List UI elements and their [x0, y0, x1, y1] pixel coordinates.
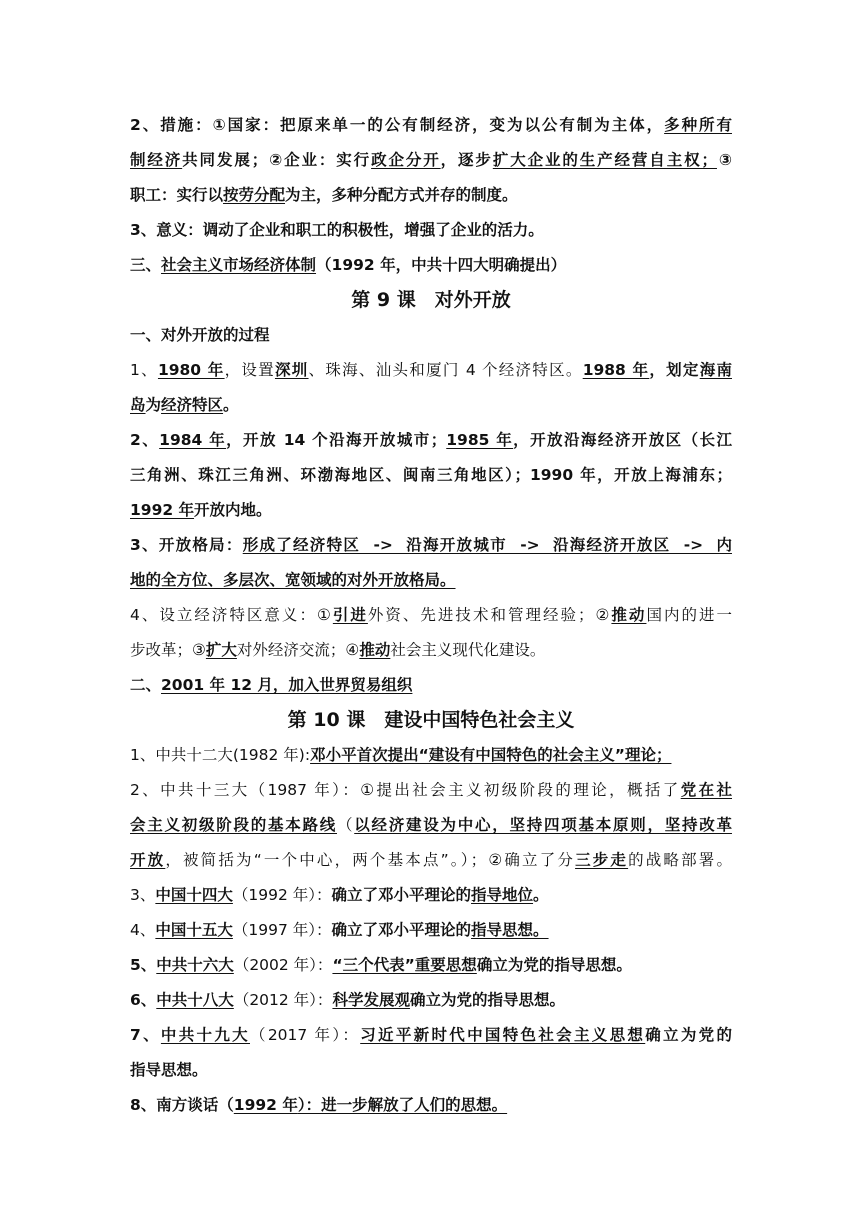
text-run-underlined: 政企分开	[371, 151, 441, 169]
text-run: 7、	[130, 1026, 161, 1044]
measures-line-1	[130, 108, 732, 143]
opening-line-2	[130, 388, 732, 423]
text-run-underlined: 地的全方位、多层次、宽领域的对外开放格局。	[130, 571, 456, 589]
text-run: 为主，多种分配方式并存的制度。	[285, 186, 518, 204]
text-run-underlined: 经济特区	[161, 396, 224, 414]
text-run: ，被简括为“一个中心，两个基本点”。）；②确立了分	[165, 851, 576, 869]
wto-heading	[130, 668, 732, 703]
text-run-underlined: 1988 年	[582, 361, 650, 379]
text-run-underlined: 中共十八大	[156, 991, 234, 1009]
text-run: 社会主义现代化建设。	[390, 641, 546, 659]
opening-line-4	[130, 458, 732, 493]
text-run: 3、	[130, 886, 156, 904]
text-run-underlined: 扩大	[205, 641, 237, 659]
text-run: 三、	[130, 256, 162, 274]
opening-line-1	[130, 353, 732, 388]
congress-13-line-2	[130, 808, 732, 843]
text-run: 2、措施：①国家：把原来单一的公有制经济，变为以公有制为主体，	[130, 116, 665, 134]
text-run: 1、	[130, 361, 158, 379]
text-run-underlined: 引进	[332, 606, 368, 624]
congress-15-line	[130, 913, 732, 948]
text-run: 指导思想。	[130, 1061, 208, 1079]
opening-pattern-line-1	[130, 528, 732, 563]
text-run: 1、中共十二大(1982 年):	[130, 746, 311, 764]
zone-significance-line-1	[130, 598, 732, 633]
text-run: 2、	[130, 431, 160, 449]
text-run-underlined: 1992 年	[130, 501, 195, 519]
text-run-underlined: 按劳分配	[223, 186, 286, 204]
text-run: ，开放 14 个沿海开放城市；	[226, 431, 447, 449]
text-run-underlined: 1985 年	[446, 431, 514, 449]
lesson-9-title: 第 9 课 对外开放	[351, 289, 511, 311]
text-run: （1992 年，中共十四大明确提出）	[316, 256, 567, 274]
text-run-underlined: 指导地位	[471, 886, 534, 904]
text-run-underlined: 开放	[130, 851, 166, 869]
text-run-underlined: 扩大企业的生产经营自主权；	[492, 151, 717, 169]
text-run-underlined: 制经济	[130, 151, 183, 169]
text-run-underlined: 以经济建设为中心，坚持四项基本原则，坚持改革	[354, 816, 732, 834]
text-run: （1992 年）：	[232, 886, 332, 904]
text-run: （2002 年）：	[233, 956, 333, 974]
measures-line-2	[130, 143, 732, 178]
text-run-underlined: 推动	[611, 606, 647, 624]
text-run-underlined: 中共十六大	[156, 956, 234, 974]
congress-18-line	[130, 983, 732, 1018]
text-run: （2017 年）：	[250, 1026, 361, 1044]
text-run: 对外经济交流；④	[236, 641, 360, 659]
market-economy-heading	[130, 248, 732, 283]
text-run-underlined: 指导思想。	[471, 921, 549, 939]
text-run: 开放内地。	[194, 501, 272, 519]
text-run-underlined: 习近平新时代中国特色社会主义思想	[360, 1026, 646, 1044]
text-run: 8、南方谈话（	[130, 1096, 234, 1114]
text-run-underlined: 海南	[699, 361, 732, 379]
text-run: （2012 年）：	[233, 991, 333, 1009]
significance-line	[130, 213, 732, 248]
congress-19-line-2	[130, 1053, 732, 1088]
text-run: ③	[716, 151, 732, 169]
text-run: 4、设立经济特区意义：①	[130, 606, 333, 624]
text-run-underlined: 1992 年	[233, 1096, 298, 1114]
text-run: 3、意义：调动了企业和职工的积极性，增强了企业的活力。	[130, 221, 544, 239]
text-run: ，逐步	[440, 151, 493, 169]
text-run-underlined: “三个代表”重要思想	[332, 956, 477, 974]
congress-13-line-3	[130, 843, 732, 878]
text-run-underlined: 推动	[359, 641, 391, 659]
zone-significance-line-2	[130, 633, 732, 668]
lesson-10-title: 第 10 课 建设中国特色社会主义	[287, 709, 575, 731]
text-run: ，设置	[224, 361, 275, 379]
text-run-underlined: 社会主义市场经济体制	[161, 256, 317, 274]
text-run-underlined: 会主义初级阶段的基本路线	[130, 816, 337, 834]
text-run-underlined: 科学发展观	[332, 991, 410, 1009]
text-run: （	[336, 816, 355, 834]
text-run-underlined: 中国十五大	[155, 921, 233, 939]
text-run: 确立为党的	[645, 1026, 732, 1044]
text-run: 外资、先进技术和管理经验；②	[367, 606, 612, 624]
text-run: 确立为党的指导思想。	[409, 991, 565, 1009]
opening-pattern-line-2	[130, 563, 732, 598]
text-run: 职工：实行以	[130, 186, 224, 204]
text-run: 的战略部署。	[628, 851, 732, 869]
text-run: 确立了邓小平理论的	[331, 921, 472, 939]
text-run-underlined: 三步走	[575, 851, 629, 869]
opening-line-3	[130, 423, 732, 458]
text-run: 三角洲、珠江三角洲、环渤海地区、闽南三角地区）；1990 年，开放上海浦东；	[130, 466, 732, 484]
text-run: 2、中共十三大（1987 年）：①提出社会主义初级阶段的理论，概括了	[130, 781, 681, 799]
congress-13-line-1	[130, 773, 732, 808]
text-run: 为	[145, 396, 162, 414]
document-content	[130, 108, 732, 1123]
text-run: 6、	[130, 991, 157, 1009]
text-run: 二、	[130, 676, 162, 694]
text-run-underlined: 深圳	[274, 361, 309, 379]
text-run-underlined: 形成了经济特区 -> 沿海开放城市 -> 沿海经济开放区 -> 内	[242, 536, 732, 554]
text-run: （1997 年）：	[232, 921, 332, 939]
text-run: 5、	[130, 956, 157, 974]
congress-12-line	[130, 738, 732, 773]
text-run: 国内的进一	[646, 606, 732, 624]
text-run: ，划定	[649, 361, 700, 379]
text-run: 确立了邓小平理论的	[331, 886, 472, 904]
text-run-underlined: 党在社	[680, 781, 732, 799]
text-run: ，开放沿海经济开放区（长江	[513, 431, 732, 449]
text-run-underlined: 1984 年	[159, 431, 227, 449]
text-run-underlined: 邓小平首次提出“建设有中国特色的社会主义”理论；	[310, 746, 672, 764]
text-run: 一、对外开放的过程	[130, 326, 270, 344]
opening-process-heading	[130, 318, 732, 353]
opening-line-5	[130, 493, 732, 528]
text-run: 、珠海、汕头和厦门 4 个经济特区。	[308, 361, 583, 379]
text-run-underlined: 中国十四大	[155, 886, 233, 904]
text-run: 共同发展；②企业：实行	[182, 151, 372, 169]
text-run: 3、开放格局：	[130, 536, 243, 554]
text-run: 步改革；③	[130, 641, 206, 659]
text-run-underlined: 2001 年 12 月，加入世界贸易组织	[161, 676, 413, 694]
text-run: 确立为党的指导思想。	[476, 956, 632, 974]
southern-tour-line	[130, 1088, 732, 1123]
text-run-underlined: ）：进一步解放了人们的思想。	[297, 1096, 508, 1114]
text-run-underlined: 1980 年	[157, 361, 225, 379]
congress-19-line-1	[130, 1018, 732, 1053]
text-run-underlined: 中共十九大	[160, 1026, 250, 1044]
text-run: 。	[223, 396, 239, 414]
measures-line-3	[130, 178, 732, 213]
text-run: 4、	[130, 921, 156, 939]
congress-14-line	[130, 878, 732, 913]
text-run: 。	[533, 886, 549, 904]
text-run-underlined: 岛	[130, 396, 146, 414]
text-run-underlined: 多种所有	[664, 116, 732, 134]
congress-16-line	[130, 948, 732, 983]
